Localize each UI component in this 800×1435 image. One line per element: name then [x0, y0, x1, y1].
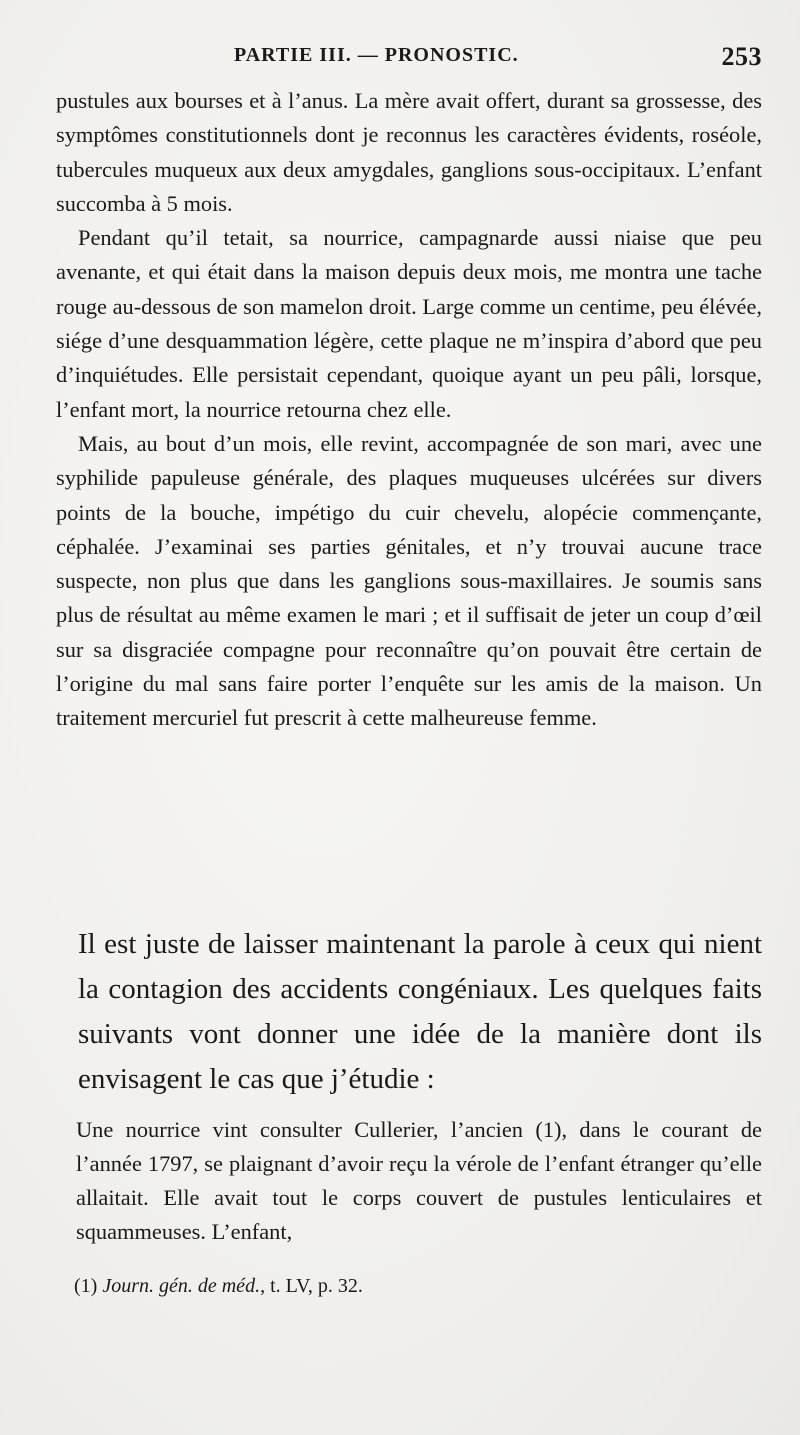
paragraph-nurse: Pendant qu’il tetait, sa nourrice, campagnarde aussi niaise que peu avenante, et qui était dans la maison depuis deux mois, me montra une tache rouge au-dessous de son mamelon droit. Large comme un centime, peu élévée, siége d’une desquammation légère, cette plaque ne m’inspira d’abord que peu d’inquiétudes. Elle persistait cependant, quoique ayant un peu pâli, lorsque, l’enfant mort, la nourrice retourna chez elle.	[56, 225, 762, 422]
page-number: 253	[721, 42, 762, 71]
footnote-source: Journ. gén. de méd.	[102, 1275, 261, 1297]
paragraph-continuation: pustules aux bourses et à l’anus. La mère avait offert, durant sa grossesse, des symptômes constitutionnels dont je reconnus les caractères évidents, roséole, tubercules muqueux aux deux amygdales, ganglions sous-occipitaux. L’enfant succomba à 5 mois.	[56, 88, 762, 216]
footnote-rest: , t. LV, p. 32.	[260, 1275, 363, 1297]
footnote	[74, 1275, 762, 1298]
running-title: PARTIE III. — PRONOSTIC.	[234, 44, 519, 66]
case-text	[76, 1113, 762, 1249]
page-header	[56, 42, 762, 78]
paragraph-return: Mais, au bout d’un mois, elle revint, accompagnée de son mari, avec une syphilide papuleuse générale, des plaques muqueuses ulcérées sur divers points de la bouche, impétigo du cuir chevelu, alopécie commençante, céphalée. J’examinai ses parties génitales, et n’y trouvai aucune trace suspecte, non plus que dans les ganglions sous-maxillaires. Je soumis sans plus de résultat au même examen le mari ; et il suffisait de jeter un coup d’œil sur sa disgraciée compagne pour reconnaître qu’on pouvait être certain de l’origine du mal sans faire porter l’enquête sur les amis de la maison. Un traitement mercuriel fut prescrit à cette malheureuse femme.	[56, 430, 762, 731]
body-text	[56, 84, 762, 736]
section-paragraph: Il est juste de laisser maintenant la parole à ceux qui nient la contagion des accidents congéniaux. Les quelques faits suivants vont donner une idée de la manière dont ils envisagent le cas que j’étudie :	[78, 928, 762, 1095]
section-intro	[78, 922, 762, 1102]
footnote-marker: (1)	[74, 1275, 98, 1297]
case-paragraph: Une nourrice vint consulter Cullerier, l’ancien (1), dans le courant de l’année 1797, se plaignant d’avoir reçu la vérole de l’enfant étranger qu’elle allaitait. Elle avait tout le corps couvert de pustules lenticulaires et squammeuses. L’enfant,	[76, 1117, 762, 1244]
